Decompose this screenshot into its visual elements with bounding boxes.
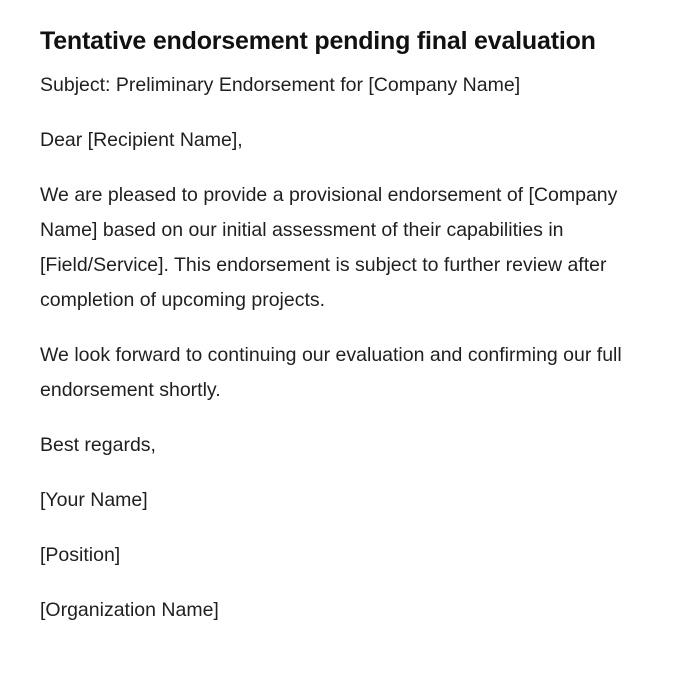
subject-line: Subject: Preliminary Endorsement for [Company Name] <box>40 74 521 96</box>
body-paragraph-1: We are pleased to provide a provisional endorsement of [Company Name] based on our initial assessment of their capabilities in [Field/Service]. This endorsement is subject to further review after completion of upcoming projects. <box>40 184 618 311</box>
signature-organization: [Organization Name] <box>40 599 219 621</box>
signature-name: [Your Name] <box>40 489 148 511</box>
salutation: Dear [Recipient Name], <box>40 129 243 151</box>
body-paragraph-2: We look forward to continuing our evaluation and confirming our full endorsement shortly. <box>40 344 622 401</box>
signature-position: [Position] <box>40 544 121 566</box>
document-page <box>40 22 660 628</box>
closing: Best regards, <box>40 434 156 456</box>
document-title: Tentative endorsement pending final evaluation <box>40 27 596 55</box>
